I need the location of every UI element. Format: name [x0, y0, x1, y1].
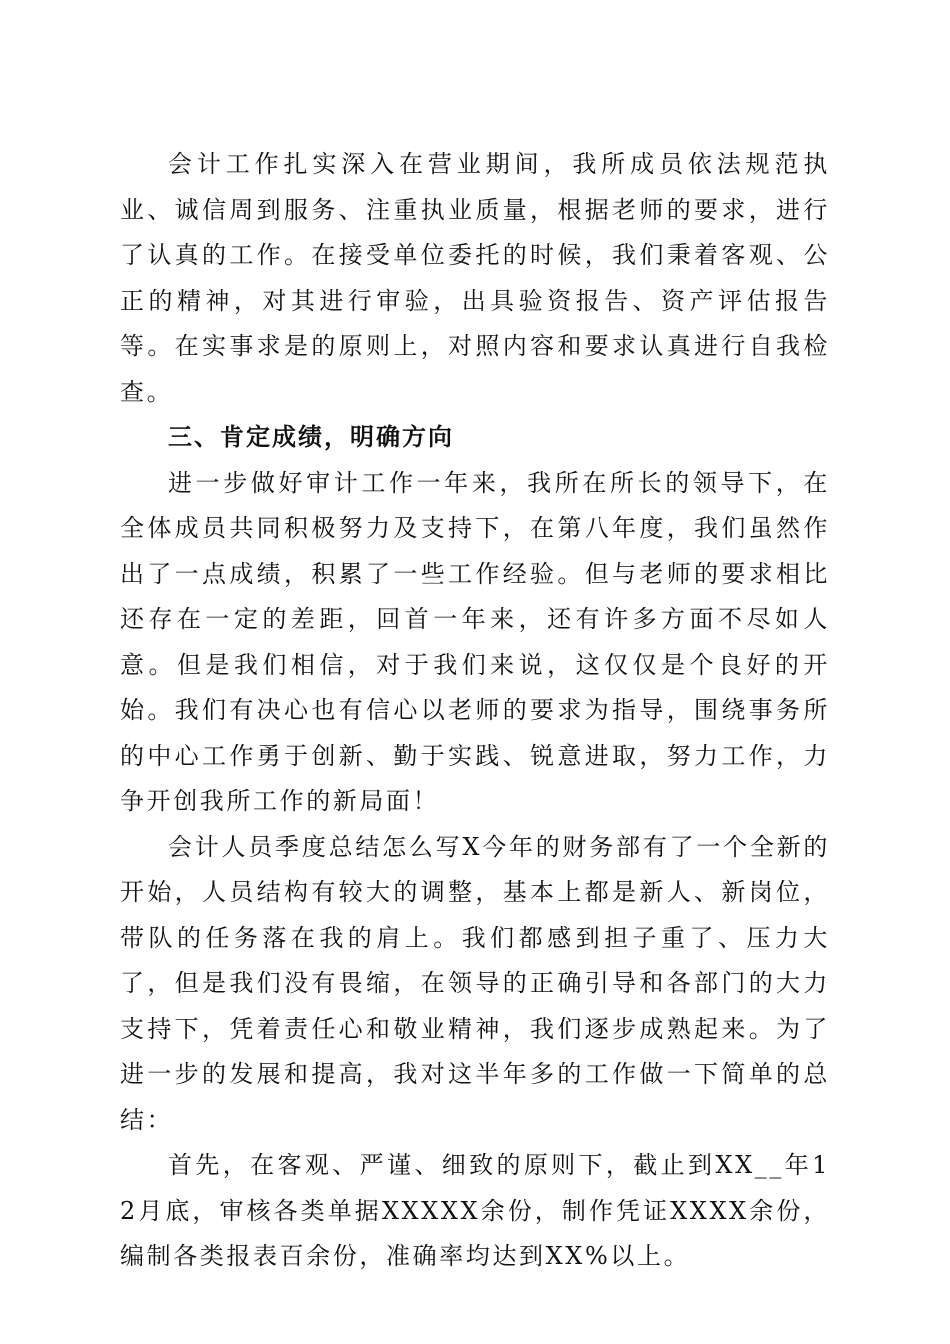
- paragraph-accounting-work: 会计工作扎实深入在营业期间，我所成员依法规范执业、诚信周到服务、注重执业质量，根据老师的要求，进行了认真的工作。在接受单位委托的时候，我们秉着客观、公正的精神，对其进行审验，出具验资报告、资产评估报告等。在实事求是的原则上，对照内容和要求认真进行自我检查。: [120, 150, 830, 406]
- document-body: [120, 142, 830, 1280]
- paragraph-quarterly-summary: 会计人员季度总结怎么写X今年的财务部有了一个全新的开始，人员结构有较大的调整，基本上都是新人、新岗位，带队的任务落在我的肩上。我们都感到担子重了、压力大了，但是我们没有畏缩，在领导的正确引导和各部门的大力支持下，凭着责任心和敬业精神，我们逐步成熟起来。为了进一步的发展和提高，我对这半年多的工作做一下简单的总结：: [120, 832, 830, 1134]
- section-heading-three: 三、肯定成绩，明确方向: [168, 423, 454, 451]
- paragraph-audit-work: 进一步做好审计工作一年来，我所在所长的领导下，在全体成员共同积极努力及支持下，在第八年度，我们虽然作出了一点成绩，积累了一些工作经验。但与老师的要求相比还存在一定的差距，回首一年来，还有许多方面不尽如人意。但是我们相信，对于我们来说，这仅仅是个良好的开始。我们有决心也有信心以老师的要求为指导，围绕事务所的中心工作勇于创新、勤于实践、锐意进取，努力工作，力争开创我所工作的新局面！: [120, 468, 830, 815]
- paragraph-first-point: 首先，在客观、严谨、细致的原则下，截止到XX__年12月底，审核各类单据XXXXX余份，制作凭证XXXX余份，编制各类报表百余份，准确率均达到XX%以上。: [120, 1151, 830, 1270]
